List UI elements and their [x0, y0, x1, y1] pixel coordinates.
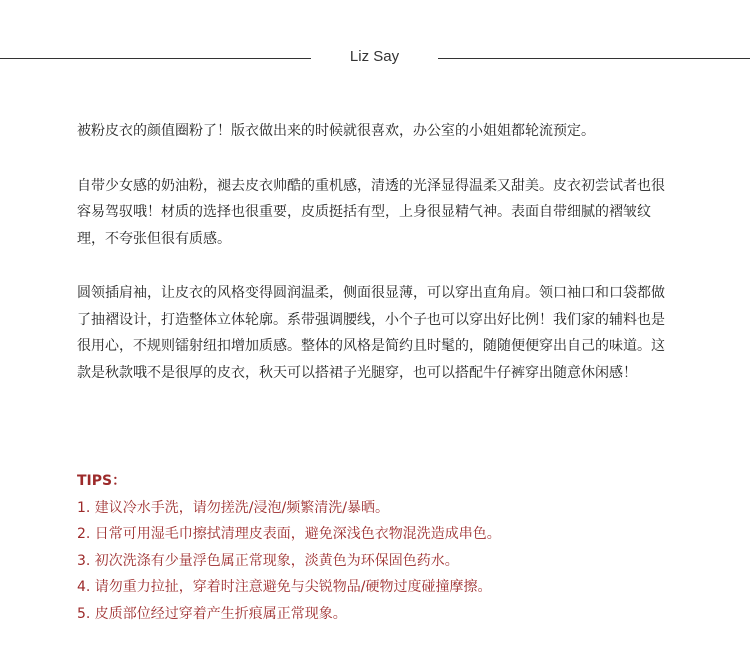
tips-item: 3. 初次洗涤有少量浮色属正常现象，淡黄色为环保固色药水。: [77, 552, 459, 569]
header-rule-right: [438, 58, 750, 59]
header: [0, 46, 750, 72]
tips-list: [77, 495, 697, 628]
brand-title: Liz Say: [349, 48, 400, 65]
tips-title: TIPS：: [77, 473, 127, 489]
tips-item: 2. 日常可用湿毛巾擦拭清理皮表面，避免深浅色衣物混洗造成串色。: [77, 526, 501, 542]
description: [77, 118, 677, 414]
tips-item: 4. 请勿重力拉扯，穿着时注意避免与尖锐物品/硬物过度碰撞摩擦。: [77, 579, 492, 595]
tips-item: 1. 建议冷水手洗，请勿搓洗/浸泡/频繁清洗/暴晒。: [77, 499, 389, 516]
tips-section: [77, 468, 697, 627]
description-paragraph: 圆领插肩袖，让皮衣的风格变得圆润温柔，侧面很显薄，可以穿出直角肩。领口袖口和口袋都做了抽褶设计，打造整体立体轮廓。系带强调腰线，小个子也可以穿出好比例！我们家的辅料也是很用心，不规则镭射纽扣增加质感。整体的风格是简约且时髦的，随随便便穿出自己的味道。这款是秋款哦不是很厚的皮衣，秋天可以搭裙子光腿穿，也可以搭配牛仔裤穿出随意休闲感！: [77, 285, 665, 381]
header-rule-left: [0, 58, 311, 59]
tips-item: 5. 皮质部位经过穿着产生折痕属正常现象。: [77, 605, 347, 622]
description-paragraph: 被粉皮衣的颜值圈粉了！版衣做出来的时候就很喜欢，办公室的小姐姐都轮流预定。: [77, 123, 595, 139]
description-paragraph: 自带少女感的奶油粉，褪去皮衣帅酷的重机感，清透的光泽显得温柔又甜美。皮衣初尝试者也很容易驾驭哦！材质的选择也很重要，皮质挺括有型，上身很显精气神。表面自带细腻的褶皱纹理，不夸张但很有质感。: [77, 177, 665, 247]
